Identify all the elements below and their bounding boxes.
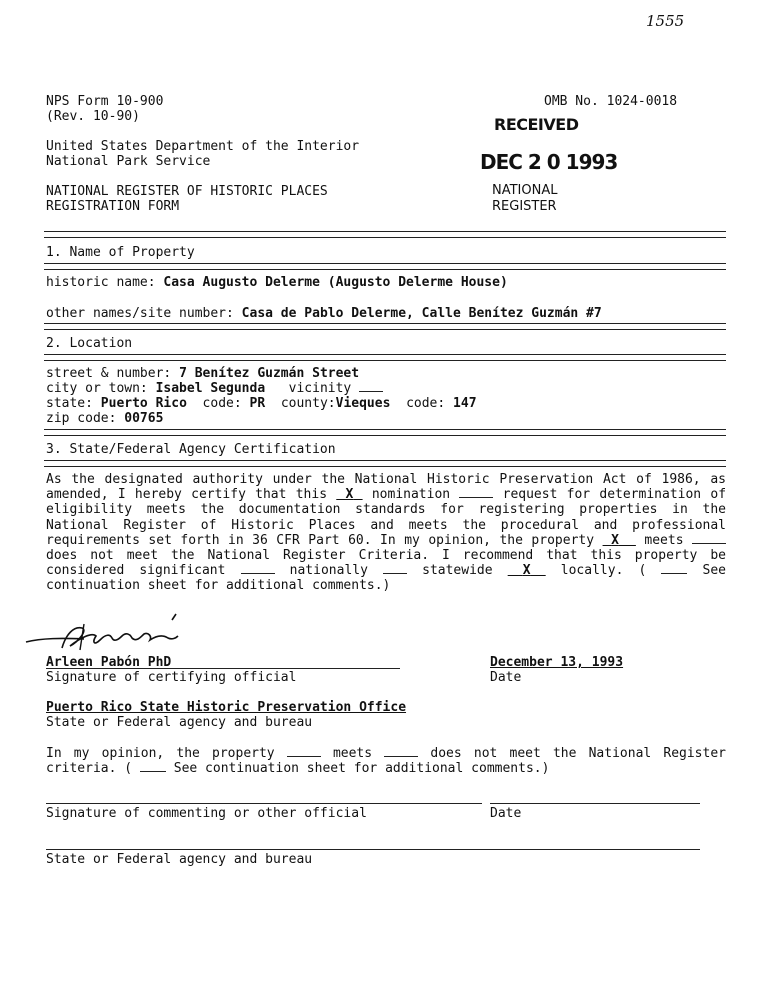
commenting-date-line xyxy=(490,803,700,804)
request-blank xyxy=(459,487,493,498)
form-title: REGISTRATION FORM xyxy=(46,199,180,214)
section-3-heading: 3. State/Federal Agency Certification xyxy=(46,442,336,457)
street-label: street & number: xyxy=(46,366,172,381)
locally-mark-value: X xyxy=(522,563,531,579)
zip-value: 00765 xyxy=(124,411,164,426)
agency-bureau-line xyxy=(46,849,700,850)
street-row xyxy=(46,366,359,381)
cert-text-6: nationally xyxy=(289,563,368,579)
handwritten-page-number: 1555 xyxy=(646,12,685,30)
commenting-paragraph xyxy=(46,746,726,776)
comment-text-1: In my opinion, the property xyxy=(46,746,275,761)
comment-text-3: does not meet the National Register criteria. ( xyxy=(46,746,726,777)
section-2-heading: 2. Location xyxy=(46,336,133,351)
historic-name-value: Casa Augusto Delerme (Augusto Delerme House) xyxy=(163,275,508,290)
county-value: Vieques xyxy=(335,396,391,411)
comment-text-4: See continuation sheet for additional comments.) xyxy=(173,761,550,777)
section-divider xyxy=(44,231,726,238)
state-code-value: PR xyxy=(249,396,266,411)
agency-caption: State or Federal agency and bureau xyxy=(46,715,313,730)
date-caption: Date xyxy=(490,670,522,685)
comment-text-2: meets xyxy=(332,746,373,761)
register-title: NATIONAL REGISTER OF HISTORIC PLACES xyxy=(46,184,328,199)
register-stamp: REGISTER xyxy=(492,199,557,214)
cert-text-3: request for determination of eligibility meets the documentation standards for registering properties in the National Register of Historic Places and meets the procedural and professional requirements set forth in 36 CFR Part 60. In my opinion, the property xyxy=(46,487,727,548)
state-code-label: code: xyxy=(202,396,242,411)
zip-row xyxy=(46,411,163,426)
county-code-label: code: xyxy=(406,396,446,411)
form-revision: (Rev. 10-90) xyxy=(46,109,140,124)
locally-mark xyxy=(508,563,546,578)
certifying-official-name: Arleen Pabón PhD xyxy=(46,655,172,670)
vicinity-blank xyxy=(359,381,383,392)
commenting-signature-line xyxy=(46,803,482,804)
nomination-mark xyxy=(336,487,362,502)
section-divider xyxy=(44,429,726,436)
does-not-meet-blank xyxy=(692,533,726,544)
omb-number: OMB No. 1024-0018 xyxy=(544,94,678,109)
state-value: Puerto Rico xyxy=(100,396,187,411)
signature-caption: Signature of certifying official xyxy=(46,670,297,685)
nationally-blank xyxy=(241,563,275,574)
cert-text-5: does not meet the National Register Criteria. I recommend that this property be considered significant xyxy=(46,548,726,579)
comment-does-not-meet-blank xyxy=(384,746,418,757)
commenting-date-caption: Date xyxy=(490,806,522,821)
department-name: United States Department of the Interior xyxy=(46,139,360,154)
received-stamp: RECEIVED xyxy=(494,115,579,134)
certification-date: December 13, 1993 xyxy=(490,655,624,670)
certification-paragraph xyxy=(46,472,726,594)
service-name: National Park Service xyxy=(46,154,211,169)
county-label: county: xyxy=(280,396,336,411)
comment-meets-blank xyxy=(287,746,321,757)
received-date-stamp: DEC 2 0 1993 xyxy=(480,150,618,174)
city-row xyxy=(46,381,383,396)
other-names-row xyxy=(46,306,602,321)
cert-text-2: nomination xyxy=(371,487,451,503)
agency-name: Puerto Rico State Historic Preservation Office xyxy=(46,700,407,715)
state-label: state: xyxy=(46,396,93,411)
national-stamp: NATIONAL xyxy=(492,183,558,198)
street-value: 7 Benítez Guzmán Street xyxy=(179,366,360,381)
cert-text-8: locally. ( xyxy=(560,563,647,579)
statewide-blank xyxy=(383,563,407,574)
section-divider xyxy=(44,460,726,467)
meets-mark-value: X xyxy=(611,532,619,548)
nomination-mark-value: X xyxy=(345,487,354,503)
zip-label: zip code: xyxy=(46,411,117,426)
section-divider xyxy=(44,323,726,330)
agency-bureau-caption: State or Federal agency and bureau xyxy=(46,852,313,867)
section-1-heading: 1. Name of Property xyxy=(46,245,195,260)
commenting-signature-caption: Signature of commenting or other official xyxy=(46,806,367,821)
other-names-label: other names/site number: xyxy=(46,306,234,321)
vicinity-label: vicinity xyxy=(288,381,352,396)
historic-name-row xyxy=(46,275,508,290)
meets-mark xyxy=(603,533,636,548)
signature-line xyxy=(46,668,400,669)
county-code-value: 147 xyxy=(453,396,477,411)
cert-text-1: As the designated authority under the National Historic Preservation Act of 1986, as amended, I hereby certify that this xyxy=(46,472,726,503)
section-divider xyxy=(44,263,726,270)
continuation-blank xyxy=(661,563,687,574)
city-label: city or town: xyxy=(46,381,148,396)
other-names-value: Casa de Pablo Delerme, Calle Benítez Guzmán #7 xyxy=(241,306,602,321)
city-value: Isabel Segunda xyxy=(155,381,266,396)
cert-text-9: See continuation sheet for additional comments.) xyxy=(46,563,726,594)
form-number: NPS Form 10-900 xyxy=(46,94,164,109)
cert-text-4: meets xyxy=(644,532,684,548)
state-row xyxy=(46,396,477,411)
section-divider xyxy=(44,354,726,361)
cert-text-7: statewide xyxy=(422,563,493,579)
historic-name-label: historic name: xyxy=(46,275,156,290)
comment-continuation-blank xyxy=(140,761,166,772)
